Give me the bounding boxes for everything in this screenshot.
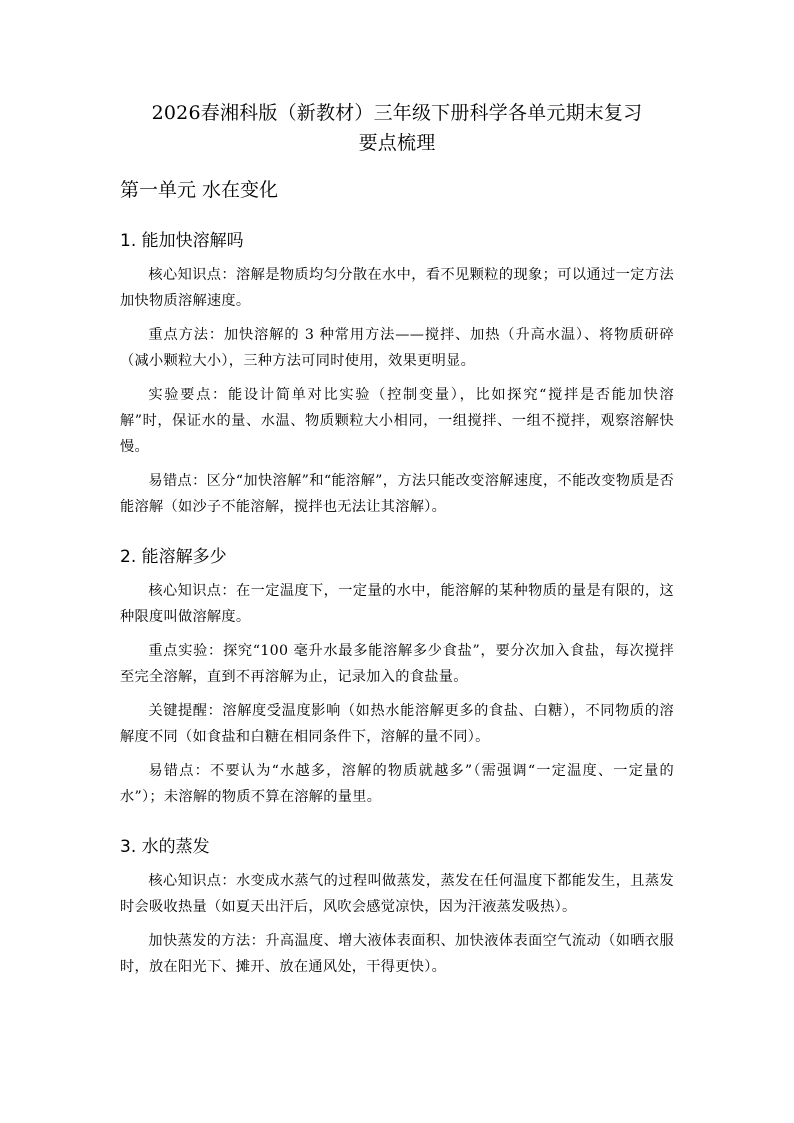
paragraph: 核心知识点：在一定温度下，一定量的水中，能溶解的某种物质的量是有限的，这种限度叫做溶解度。 [120,583,674,625]
paragraph: 重点实验：探究“100 毫升水最多能溶解多少食盐”，要分次加入食盐，每次搅拌至完全溶解，直到不再溶解为止，记录加入的食盐量。 [120,643,674,685]
paragraph: 易错点：区分“加快溶解”和“能溶解”，方法只能改变溶解速度，不能改变物质是否能溶解（如沙子不能溶解，搅拌也无法让其溶解）。 [120,473,674,515]
section-3 [120,834,674,980]
document-title-line-2: 要点梳理 [358,132,436,154]
unit-heading: 第一单元 水在变化 [120,179,279,201]
section-heading: 3. 水的蒸发 [120,837,210,857]
paragraph: 实验要点：能设计简单对比实验（控制变量），比如探究“搅拌是否能加快溶解”时，保证水的量、水温、物质颗粒大小相同，一组搅拌、一组不搅拌，观察溶解快慢。 [120,387,674,455]
paragraph: 加快蒸发的方法：升高温度、增大液体表面积、加快液体表面空气流动（如晒衣服时，放在阳光下、摊开、放在通风处，干得更快）。 [120,933,674,975]
section-heading: 2. 能溶解多少 [120,547,227,567]
paragraph: 重点方法：加快溶解的 3 种常用方法——搅拌、加热（升高水温）、将物质研碎（减小颗粒大小），三种方法可同时使用，效果更明显。 [120,327,674,369]
document-title-line-1: 2026春湘科版（新教材）三年级下册科学各单元期末复习 [151,102,643,124]
section-2 [120,544,674,810]
paragraph: 核心知识点：溶解是物质均匀分散在水中，看不见颗粒的现象；可以通过一定方法加快物质溶解速度。 [120,267,674,309]
paragraph: 核心知识点：水变成水蒸气的过程叫做蒸发，蒸发在任何温度下都能发生，且蒸发时会吸收热量（如夏天出汗后，风吹会感觉凉快，因为汗液蒸发吸热）。 [120,873,674,915]
document-title [120,98,674,158]
paragraph: 关键提醒：溶解度受温度影响（如热水能溶解更多的食盐、白糖），不同物质的溶解度不同（如食盐和白糖在相同条件下，溶解的量不同）。 [120,703,674,745]
section-heading: 1. 能加快溶解吗 [120,231,244,251]
paragraph: 易错点：不要认为“水越多，溶解的物质就越多”（需强调“一定温度、一定量的水”）；未溶解的物质不算在溶解的量里。 [120,763,674,805]
section-1 [120,228,674,520]
